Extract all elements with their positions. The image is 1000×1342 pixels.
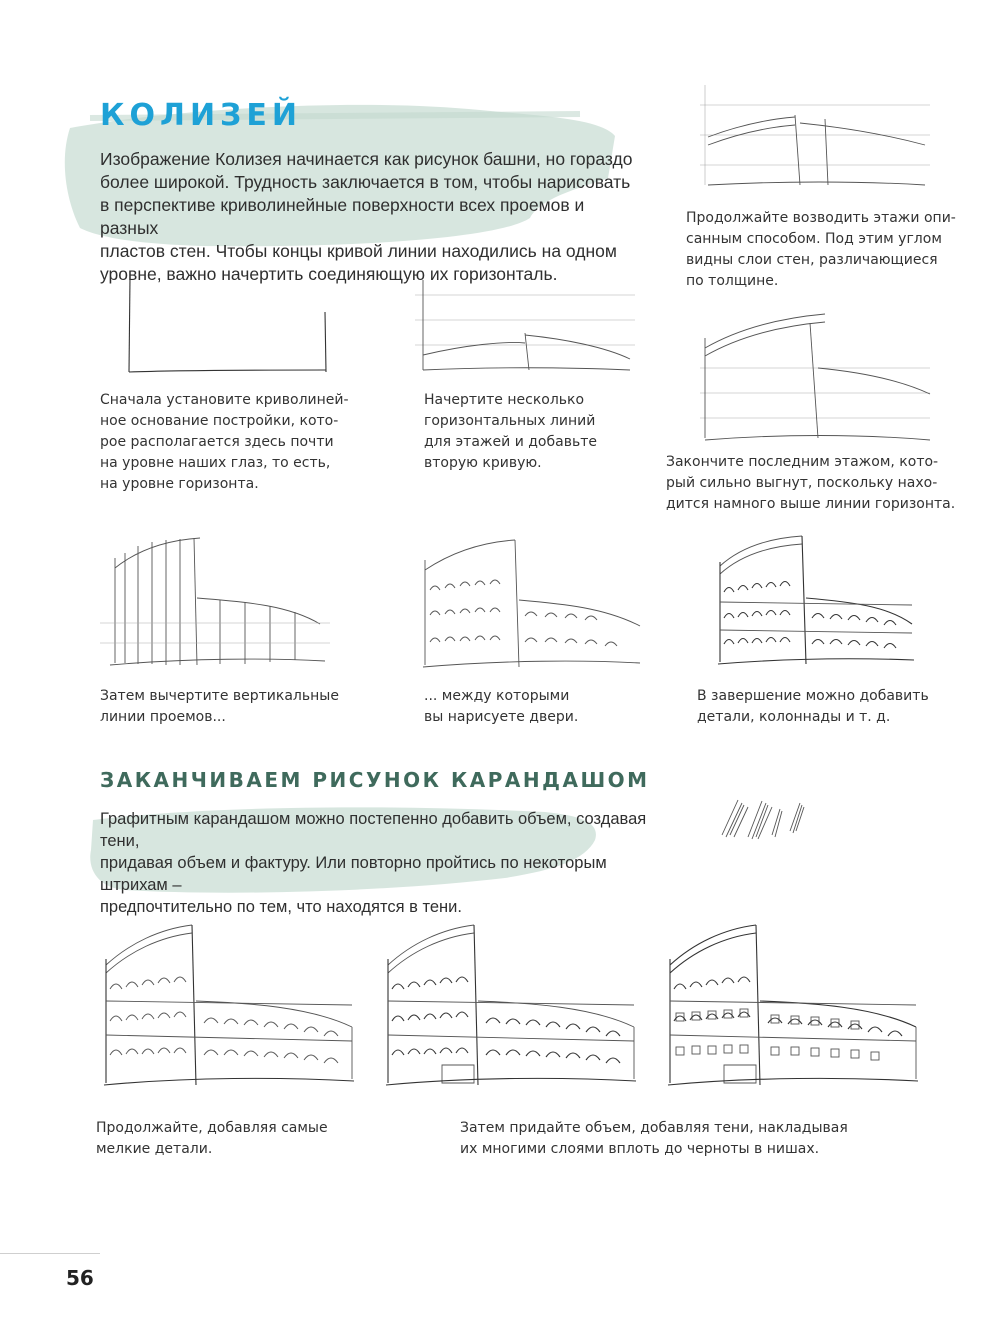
caption-step-1: Сначала установите криволиней- ное основание постройки, кото- рое располагается здесь почти на уровне наших глаз, то есть, на уровне горизонта. bbox=[100, 392, 349, 492]
caption-step-3: Продолжайте возводить этажи опи- санным способом. Под этим углом видны слои стен, различающиеся по толщине. bbox=[686, 210, 956, 289]
intro-paragraph-2: Графитным карандашом можно постепенно добавить объем, создавая тени, придавая объем и фактуру. Или повторно пройтись по некоторым штрихам – предпочтительно по тем, что находятся в тени. bbox=[100, 810, 647, 916]
sketch-step-1 bbox=[120, 272, 340, 382]
pencil-swatches bbox=[718, 795, 818, 845]
sketch-step-2 bbox=[415, 275, 645, 385]
coliseum-drawing-2 bbox=[382, 915, 640, 1095]
page-number: 56 bbox=[66, 1266, 94, 1290]
caption-step-4: Закончите последним этажом, кото- рый сильно выгнут, поскольку нахо- дится намного выше линии горизонта. bbox=[666, 454, 956, 512]
sketch-step-6 bbox=[415, 530, 655, 675]
section-title-2: ЗАКАНЧИВАЕМ РИСУНОК КАРАНДАШОМ bbox=[100, 768, 650, 792]
coliseum-drawing-1 bbox=[100, 915, 358, 1095]
sketch-step-4 bbox=[700, 308, 940, 448]
caption-step-5: Затем вычертите вертикальные линии проемов... bbox=[100, 688, 339, 725]
sketch-step-7 bbox=[712, 530, 922, 670]
section-title: КОЛИЗЕЙ bbox=[100, 98, 302, 133]
sketch-step-5 bbox=[100, 528, 340, 673]
caption-bottom-2: Затем придайте объем, добавляя тени, накладывая их многими слоями вплоть до черноты в нишах. bbox=[460, 1120, 848, 1157]
intro-paragraph: Изображение Колизея начинается как рисунок башни, но гораздо более широкой. Трудность заключается в том, чтобы нарисовать в перспективе криволинейные поверхности всех проемов и разных пластов стен. Чтобы концы кривой линии находились на одном уровне, важно начертить соединяющую их горизонталь. bbox=[100, 149, 633, 284]
caption-bottom-1: Продолжайте, добавляя самые мелкие детали. bbox=[96, 1120, 328, 1157]
page-number-divider bbox=[0, 1253, 100, 1254]
sketch-step-3 bbox=[700, 75, 940, 205]
coliseum-drawing-3 bbox=[664, 915, 922, 1095]
caption-step-6: ... между которыми вы нарисуете двери. bbox=[424, 688, 579, 725]
caption-step-7: В завершение можно добавить детали, колоннады и т. д. bbox=[697, 688, 929, 725]
caption-step-2: Начертите несколько горизонтальных линий для этажей и добавьте вторую кривую. bbox=[424, 392, 597, 471]
